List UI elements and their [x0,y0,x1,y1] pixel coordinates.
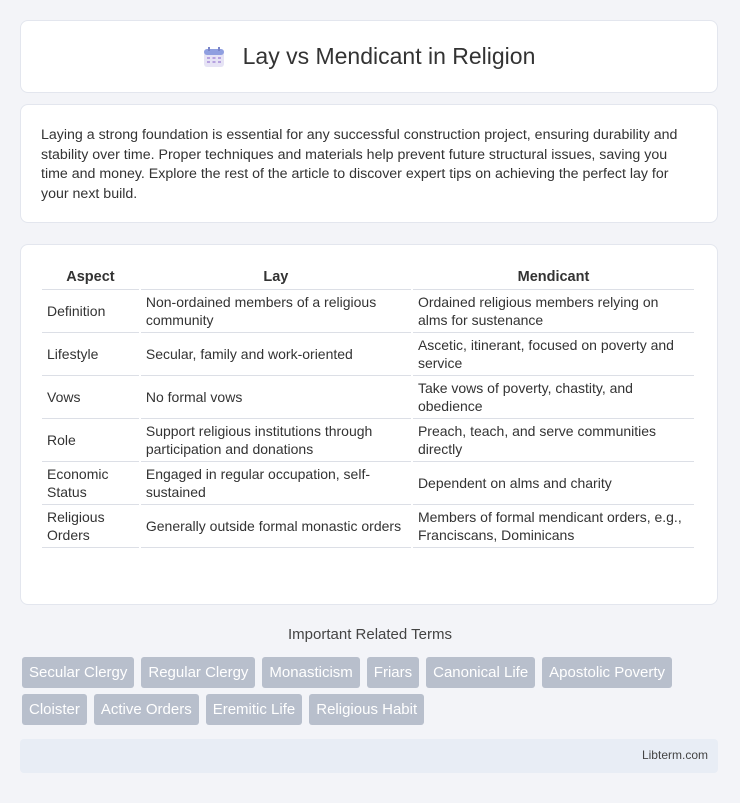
page-title: Lay vs Mendicant in Religion [242,43,536,69]
table-cell-aspect: Vows [42,375,139,418]
table-cell-mendicant: Preach, teach, and serve communities directly [413,418,694,461]
intro-text: Laying a strong foundation is essential for any successful construction project, ensuring durability and stability over time. Proper techniques and materials help prevent future structural issues, saving you time and money. Explore the rest of the article to discover expert tips on achieving the perfect lay for your next build. [41,127,678,202]
table-cell-aspect: Definition [42,289,139,332]
related-terms-list [22,657,722,725]
table-cell-aspect: Role [42,418,139,461]
table-row [42,332,694,375]
comparison-table-card [20,244,718,605]
table-header-row [42,265,694,289]
related-term-tag[interactable]: Monasticism [262,657,359,688]
table-row [42,461,694,504]
table-row [42,504,694,548]
column-header-lay: Lay [263,269,289,285]
table-cell-mendicant: Members of formal mendicant orders, e.g., Franciscans, Dominicans [413,504,694,548]
related-term-tag[interactable]: Active Orders [94,694,199,725]
related-term-tag[interactable]: Canonical Life [426,657,535,688]
related-term-tag[interactable]: Cloister [22,694,87,725]
table-row [42,375,694,418]
table-cell-lay: Generally outside formal monastic orders [141,504,411,548]
table-row [42,289,694,332]
table-cell-lay: No formal vows [141,375,411,418]
related-term-tag[interactable]: Apostolic Poverty [542,657,672,688]
table-cell-mendicant: Ordained religious members relying on alms for sustenance [413,289,694,332]
column-header-mendicant: Mendicant [517,269,590,285]
footer-site-link[interactable]: Libterm.com [641,748,708,762]
column-header-aspect: Aspect [66,269,115,285]
table-cell-mendicant: Take vows of poverty, chastity, and obedience [413,375,694,418]
related-term-tag[interactable]: Eremitic Life [206,694,303,725]
footer [20,739,718,773]
calendar-icon [203,46,225,68]
table-cell-mendicant: Ascetic, itinerant, focused on poverty and service [413,332,694,375]
intro-card [20,104,718,223]
related-term-tag[interactable]: Regular Clergy [141,657,255,688]
table-cell-aspect: Economic Status [42,461,139,504]
table-row [42,418,694,461]
table-cell-mendicant: Dependent on alms and charity [413,461,694,504]
table-cell-aspect: Religious Orders [42,504,139,548]
table-cell-lay: Support religious institutions through participation and donations [141,418,411,461]
related-term-tag[interactable]: Secular Clergy [22,657,134,688]
table-cell-aspect: Lifestyle [42,332,139,375]
table-cell-lay: Non-ordained members of a religious community [141,289,411,332]
table-cell-lay: Secular, family and work-oriented [141,332,411,375]
related-term-tag[interactable]: Religious Habit [309,694,424,725]
header-card [20,20,718,93]
related-terms-title: Important Related Terms [288,626,452,643]
comparison-table [40,265,696,548]
table-cell-lay: Engaged in regular occupation, self-sustained [141,461,411,504]
related-term-tag[interactable]: Friars [367,657,419,688]
